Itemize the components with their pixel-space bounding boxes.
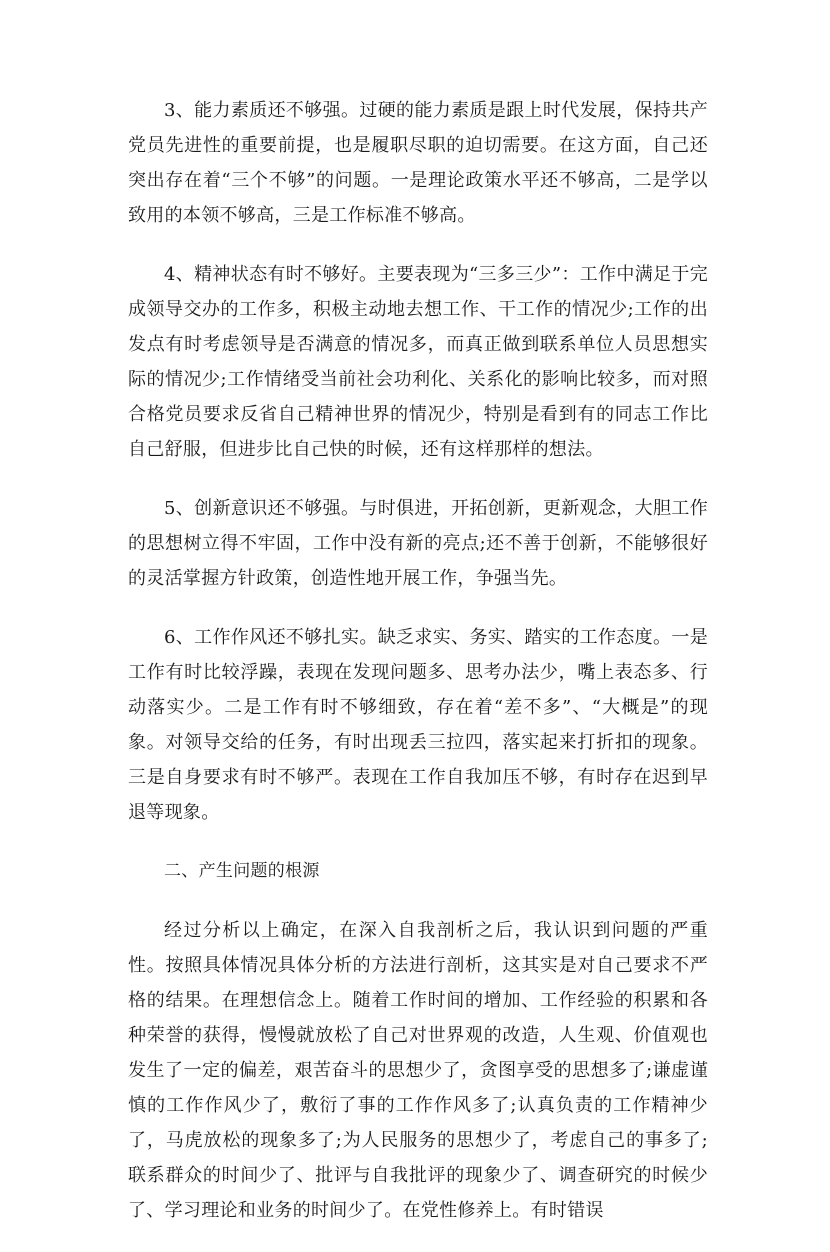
paragraph-analysis: 经过分析以上确定，在深入自我剖析之后，我认识到问题的严重性。按照具体情况具体分析的方法进行剖析，这其实是对自己要求不严格的结果。在理想信念上。随着工作时间的增加、工作经验的积累和各种荣誉的获得，慢慢就放松了自己对世界观的改造，人生观、价值观也发生了一定的偏差，艰苦奋斗的思想少了，贪图享受的思想多了;谦虚谨慎的工作作风少了，敷衍了事的工作作风多了;认真负责的工作精神少了，马虎放松的现象多了;为人民服务的思想少了，考虑自己的事多了;联系群众的时间少了、批评与自我批评的现象少了、调查研究的时候少了、学习理论和业务的时间少了。在党性修养上。有时错误 bbox=[128, 920, 708, 1221]
paragraph-mental-state: 4、精神状态有时不够好。主要表现为“三多三少”：工作中满足于完成领导交办的工作多，积极主动地去想工作、干工作的情况少;工作的出发点有时考虑领导是否满意的情况多，而真正做到联系单位人员思想实际的情况少;工作情绪受当前社会功利化、关系化的影响比较多，而对照合格党员要求反省自己精神世界的情况少，特别是看到有的同志工作比自己舒服，但进步比自己快的时候，还有这样那样的想法。 bbox=[128, 264, 708, 460]
document-body bbox=[128, 93, 708, 1252]
paragraph-work-style: 6、工作作风还不够扎实。缺乏求实、务实、踏实的工作态度。一是工作有时比较浮躁，表现在发现问题多、思考办法少，嘴上表态多、行动落实少。二是工作有时不够细致，存在着“差不多”、“大概是”的现象。对领导交给的任务，有时出现丢三拉四，落实起来打折扣的现象。三是自身要求有时不够严。表现在工作自我加压不够，有时存在迟到早退等现象。 bbox=[128, 627, 708, 823]
paragraph-innovation: 5、创新意识还不够强。与时俱进，开拓创新，更新观念，大胆工作的思想树立得不牢固，工作中没有新的亮点;还不善于创新，不能够很好的灵活掌握方针政策，创造性地开展工作，争强当先。 bbox=[128, 498, 708, 589]
paragraph-ability-quality: 3、能力素质还不够强。过硬的能力素质是跟上时代发展，保持共产党员先进性的重要前提，也是履职尽职的迫切需要。在这方面，自己还突出存在着“三个不够”的问题。一是理论政策水平还不够高，二是学以致用的本领不够高，三是工作标准不够高。 bbox=[128, 100, 708, 226]
section-heading-root-causes: 二、产生问题的根源 bbox=[164, 861, 320, 881]
